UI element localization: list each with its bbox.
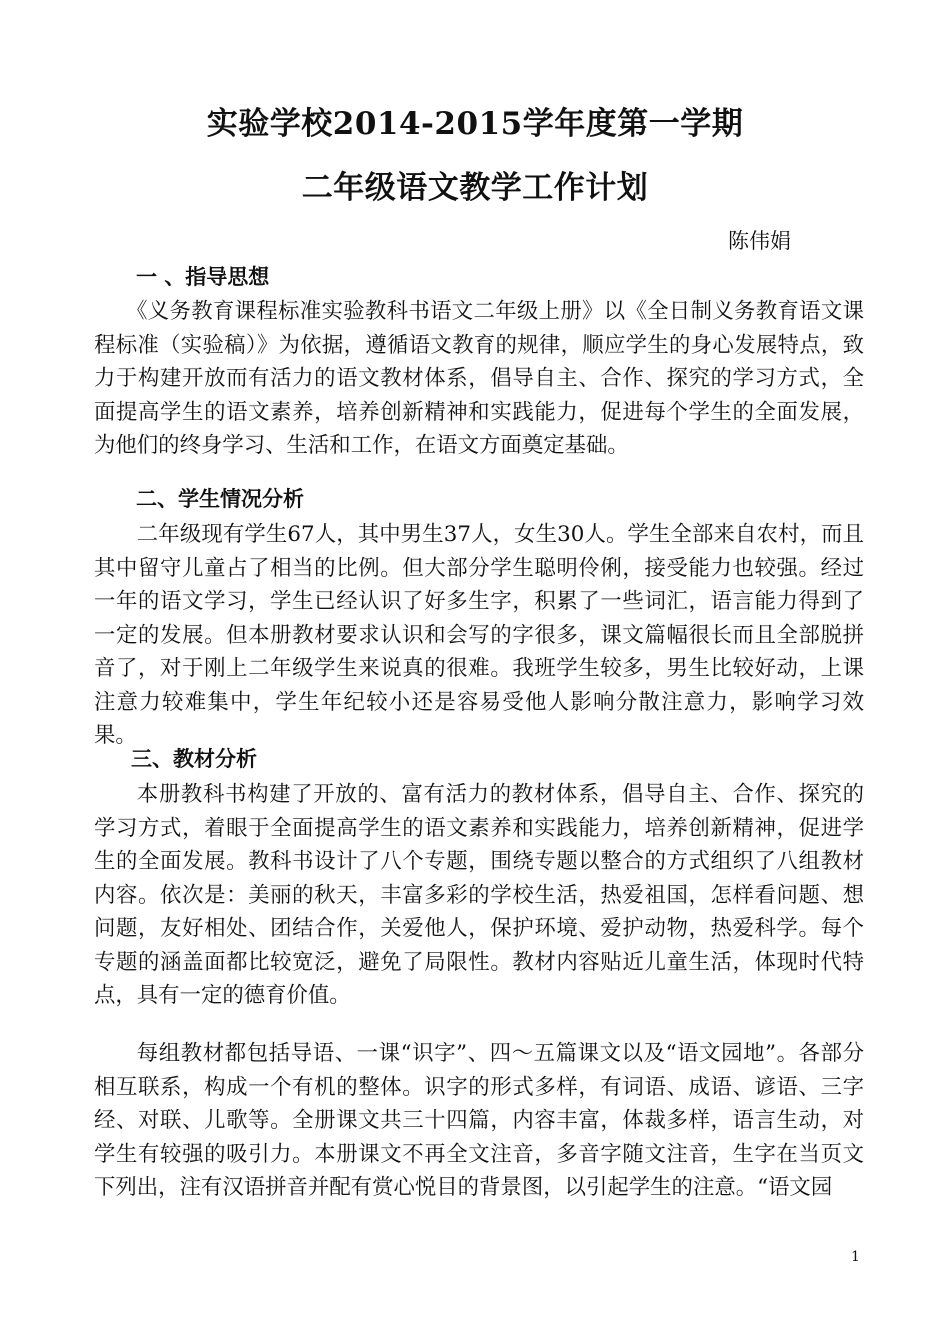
page-number: 1	[851, 1249, 860, 1265]
section-heading-guiding-ideology: 一 、指导思想	[136, 265, 270, 289]
section-heading-student-analysis: 二、学生情况分析	[136, 487, 304, 511]
paragraph-student-analysis: 二年级现有学生67人，其中男生37人，女生30人。学生全部来自农村，而且其中留守儿童占了相当的比例。但大部分学生聪明伶俐，接受能力也较强。经过一年的语文学习，学生已经认识了好多生字，积累了一些词汇，语言能力得到了一定的发展。但本册教材要求认识和会写的字很多，课文篇幅很长而且全部脱拼音了，对于刚上二年级学生来说真的很难。我班学生较多，男生比较好动，上课注意力较难集中，学生年纪较小还是容易受他人影响分散注意力，影响学习效果。	[94, 522, 864, 748]
document-title-line1: 实验学校2014-2015学年度第一学期	[206, 106, 744, 142]
paragraph-textbook-analysis-2: 每组教材都包括导语、一课“识字”、四～五篇课文以及“语文园地”。各部分相互联系，构成一个有机的整体。识字的形式多样，有词语、成语、谚语、三字经、对联、儿歌等。全册课文共三十四篇，内容丰富，体裁多样，语言生动，对学生有较强的吸引力。本册课文不再全文注音，多音字随文注音，生字在当页文下列出，注有汉语拼音并配有赏心悦目的背景图，以引起学生的注意。“语文园	[94, 1041, 864, 1200]
paragraph-guiding-ideology: 《义务教育课程标准实验教科书语文二年级上册》以《全日制义务教育语文课程标准（实验稿）》为依据，遵循语文教育的规律，顺应学生的身心发展特点，致力于构建开放而有活力的语文教材体系，倡导自主、合作、探究的学习方式，全面提高学生的语文素养，培养创新精神和实践能力，促进每个学生的全面发展，为他们的终身学习、生活和工作，在语文方面奠定基础。	[94, 299, 864, 458]
document-title-line2: 二年级语文教学工作计划	[301, 170, 649, 206]
author-name: 陈伟娟	[728, 229, 791, 253]
paragraph-textbook-analysis-1: 本册教科书构建了开放的、富有活力的教材体系，倡导自主、合作、探究的学习方式，着眼于全面提高学生的语文素养和实践能力，培养创新精神，促进学生的全面发展。教科书设计了八个专题，围绕专题以整合的方式组织了八组教材内容。依次是：美丽的秋天，丰富多彩的学校生活，热爱祖国，怎样看问题、想问题，友好相处、团结合作，关爱他人，保护环境、爱护动物，热爱科学。每个专题的涵盖面都比较宽泛，避免了局限性。教材内容贴近儿童生活，体现时代特点，具有一定的德育价值。	[94, 782, 864, 1008]
section-heading-textbook-analysis: 三、教材分析	[131, 747, 257, 771]
